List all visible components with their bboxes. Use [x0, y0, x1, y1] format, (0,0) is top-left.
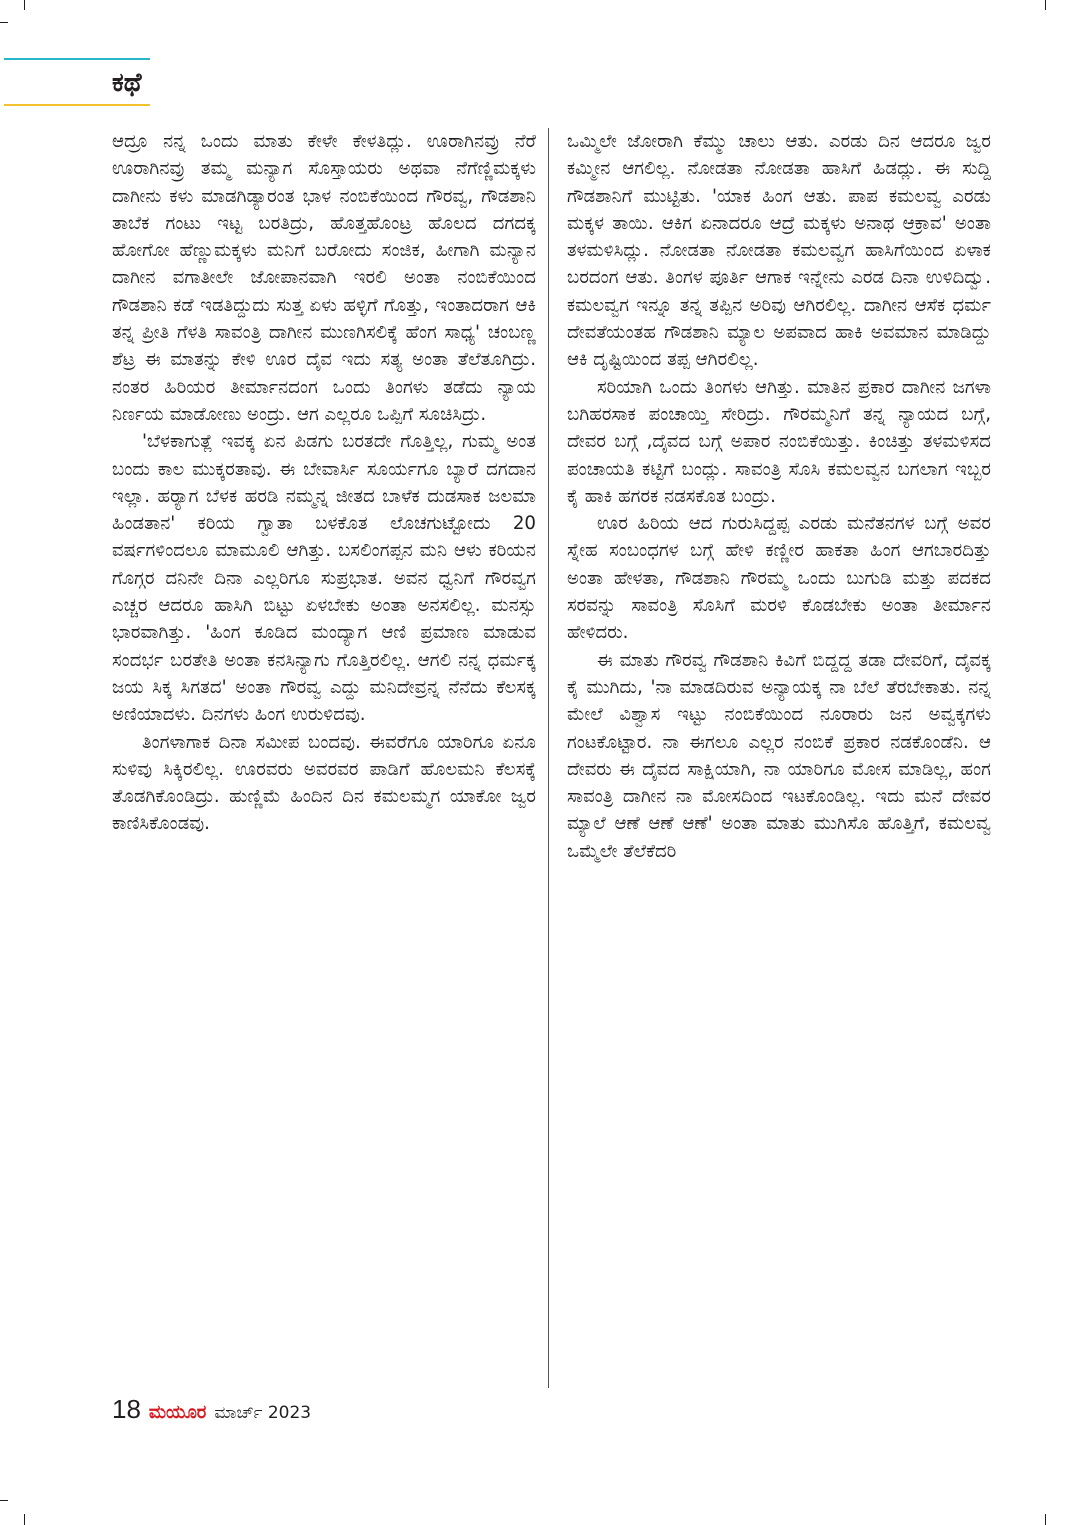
crop-mark: [24, 1514, 25, 1525]
crop-mark: [0, 22, 8, 23]
article-paragraph: 'ಬೆಳಕಾಗುತ್ಲೆ ಇವಕ್ಕ ಏನ ಪಿಡಗು ಬರತದೇ ಗೊತ್ತಿಲ್ಲ, ಗುಮ್ಮ ಅಂತ ಬಂದು ಕಾಲ ಮುಕ್ಕರತಾವು. ಈ ಬೇವಾರ್ಸಿ ಸೂರ್ಯಗೂ ಬ್ಯಾರೆ ದಗದಾನ ಇಲ್ಲಾ. ಹರ್‍ಯಾಗ ಬೆಳಕ ಹರಡಿ ನಮ್ಮನ್ನ ಜೀತದ ಬಾಳೆಕ ದುಡಸಾಕ ಜಲಮಾ ಹಿಂಡತಾನ' ಕರಿಯ ಗ್ವಾತಾ ಬಳಕೊತ ಲೊಚಗುಟ್ಟೋದು 20 ವರ್ಷಗಳಿಂದಲೂ ಮಾಮೂಲಿ ಆಗಿತ್ತು. ಬಸಲಿಂಗಪ್ಪನ ಮನಿ ಆಳು ಕರಿಯನ ಗೊಗ್ಗರ ದನಿನೇ ದಿನಾ ಎಲ್ಲರಿಗೂ ಸುಪ್ರಭಾತ. ಅವನ ಧ್ವನಿಗೆ ಗೌರವ್ವಗ ಎಚ್ಚರ ಆದರೂ ಹಾಸಿಗಿ ಬಿಟ್ಟು ಏಳಬೇಕು ಅಂತಾ ಅನಸಲಿಲ್ಲ. ಮನಸ್ಸು ಭಾರವಾಗಿತ್ತು. 'ಹಿಂಗ ಕೂಡಿದ ಮಂದ್ಯಾಗ ಆಣಿ ಪ್ರಮಾಣ ಮಾಡುವ ಸಂದರ್ಭ ಬರತೇತಿ ಅಂತಾ ಕನಸಿನ್ಯಾಗು ಗೊತ್ತಿರಲಿಲ್ಲ. ಆಗಲಿ ನನ್ನ ಧರ್ಮಕ್ಕ ಜಯ ಸಿಕ್ಕ ಸಿಗತದ' ಅಂತಾ ಗೌರವ್ವ ಎದ್ದು ಮನಿದೇವ್ರನ್ನ ನೆನೆದು ಕೆಲಸಕ್ಕ ಅಣಿಯಾದಳು. ದಿನಗಳು ಹಿಂಗ ಉರುಳಿದವು.: [112, 431, 536, 726]
issue-date: ಮಾರ್ಚ್ 2023: [214, 1403, 312, 1423]
article-column-left: [112, 128, 536, 838]
article-paragraph: ಈ ಮಾತು ಗೌರವ್ವ ಗೌಡಶಾನಿ ಕಿವಿಗೆ ಬಿದ್ದದ್ದ ತಡಾ ದೇವರಿಗೆ, ದೈವಕ್ಕ ಕೈ ಮುಗಿದು, 'ನಾ ಮಾಡದಿರುವ ಅನ್ಯಾಯಕ್ಕ ನಾ ಬೆಲೆ ತೆರಬೇಕಾತು. ನನ್ನ ಮೇಲೆ ವಿಶ್ವಾಸ ಇಟ್ಟು ನಂಬಿಕೆಯಿಂದ ನೂರಾರು ಜನ ಅವ್ವಕ್ಕಗಳು ಗಂಟಕೊಟ್ಟಾರ. ನಾ ಈಗಲೂ ಎಲ್ಲರ ನಂಬಿಕೆ ಪ್ರಕಾರ ನಡಕೊಂಡೆನಿ. ಆ ದೇವರು ಈ ದೈವದ ಸಾಕ್ಷಿಯಾಗಿ, ನಾ ಯಾರಿಗೂ ಮೋಸ ಮಾಡಿಲ್ಲ, ಹಂಗ ಸಾವಂತ್ರಿ ದಾಗೀನ ನಾ ಮೋಸದಿಂದ ಇಟಕೊಂಡಿಲ್ಲ. ಇದು ಮನೆ ದೇವರ ಮ್ಯಾಲೆ ಆಣೆ ಆಣೆ ಆಣೆ' ಅಂತಾ ಮಾತು ಮುಗಿಸೊ ಹೊತ್ತಿಗೆ, ಕಮಲವ್ವ ಒಮ್ಮೆಲೇ ತೆಲೆಕೆದರಿ: [567, 649, 991, 862]
crop-mark: [1045, 0, 1046, 10]
crop-mark: [0, 1500, 8, 1501]
article-paragraph: ಆದ್ರೂ ನನ್ನ ಒಂದು ಮಾತು ಕೇಳೇ ಕೇಳತಿದ್ಲು. ಊರಾಗಿನವ್ರು ನೆರೆ ಊರಾಗಿನವ್ರು ತಮ್ಮ ಮನ್ಯಾಗ ಸೊಸ್ತಾಯರು ಅಥವಾ ನೆಗೆಣ್ಣಿಮಕ್ಕಳು ದಾಗೀನು ಕಳು ಮಾಡಗಿಡ್ಯಾರಂತ ಭಾಳ ನಂಬಿಕೆಯಿಂದ ಗೌರವ್ವ, ಗೌಡಶಾನಿ ತಾಬೆಕ ಗಂಟು ಇಟ್ಟ ಬರತಿದ್ರು, ಹೊತ್ತಹೊಂಟ್ರ ಹೊಲದ ದಗದಕ್ಕ ಹೋಗೋ ಹೆಣ್ಣುಮಕ್ಕಳು ಮನಿಗೆ ಬರೋದು ಸಂಜಿಕ, ಹೀಗಾಗಿ ಮನ್ಯಾನ ದಾಗೀನ ವಗಾತೀಲೇ ಜೋಪಾನವಾಗಿ ಇರಲಿ ಅಂತಾ ನಂಬಿಕೆಯಿಂದ ಗೌಡಶಾನಿ ಕಡೆ ಇಡತಿದ್ದುದು ಸುತ್ತ ಏಳು ಹಳ್ಳಿಗೆ ಗೊತ್ತು, ಇಂತಾದರಾಗ ಆಕಿ ತನ್ನ ಪ್ರೀತಿ ಗೆಳತಿ ಸಾವಂತ್ರಿ ದಾಗೀನ ಮುಣಗಿಸಲಿಕ್ಕೆ ಹೆಂಗ ಸಾಧ್ಯ' ಚಂಬಣ್ಣ ಶೆಟ್ರ ಈ ಮಾತನ್ನು ಕೇಳಿ ಊರ ದೈವ ಇದು ಸತ್ಯ ಅಂತಾ ತೆಲೆತೂಗಿದ್ರು. ನಂತರ ಹಿರಿಯರ ತೀರ್ಮಾನದಂಗ ಒಂದು ತಿಂಗಳು ತಡೆದು ನ್ಯಾಯ ನಿರ್ಣಯ ಮಾಡೋಣು ಅಂದ್ರು. ಆಗ ಎಲ್ಲರೂ ಒಪ್ಪಿಗೆ ಸೂಚಿಸಿದ್ರು.: [112, 131, 536, 425]
crop-mark: [24, 0, 25, 10]
page-number: 18: [112, 1394, 141, 1424]
article-column-right: [567, 128, 991, 865]
article-paragraph: ತಿಂಗಳಾಗಾಕ ದಿನಾ ಸಮೀಪ ಬಂದವು. ಈವರೆಗೂ ಯಾರಿಗೂ ಏನೂ ಸುಳಿವು ಸಿಕ್ಕಿರಲಿಲ್ಲ. ಊರವರು ಅವರವರ ಪಾಡಿಗೆ ಹೊಲಮನಿ ಕೆಲಸಕ್ಕೆ ತೊಡಗಿಕೊಂಡಿದ್ರು. ಹುಣ್ಣಿಮೆ ಹಿಂದಿನ ದಿನ ಕಮಲಮ್ಮಗ ಯಾಕೋ ಜ್ವರ ಕಾಣಿಸಿಕೊಂಡವು.: [112, 731, 536, 835]
page-footer: [112, 1394, 311, 1430]
section-rule-top: [4, 58, 150, 60]
magazine-name: ಮಯೂರ: [148, 1402, 207, 1423]
section-title: ಕಥೆ: [112, 68, 142, 98]
column-divider: [548, 128, 549, 1388]
article-paragraph: ಸರಿಯಾಗಿ ಒಂದು ತಿಂಗಳು ಆಗಿತ್ತು. ಮಾತಿನ ಪ್ರಕಾರ ದಾಗೀನ ಜಗಳಾ ಬಗಿಹರಸಾಕ ಪಂಚಾಯ್ತಿ ಸೇರಿದ್ರು. ಗೌರಮ್ಮನಿಗೆ ತನ್ನ ನ್ಯಾಯದ ಬಗ್ಗೆ, ದೇವರ ಬಗ್ಗೆ ,ದೈವದ ಬಗ್ಗೆ ಅಪಾರ ನಂಬಿಕೆಯಿತ್ತು. ಕಿಂಚಿತ್ತು ತಳಮಳಿಸದ ಪಂಚಾಯತಿ ಕಟ್ಟಿಗೆ ಬಂದ್ಲು. ಸಾವಂತ್ರಿ ಸೊಸಿ ಕಮಲವ್ವನ ಬಗಲಾಗ ಇಬ್ಬರ ಕೈ ಹಾಕಿ ಹಗರಕ ನಡಸಕೊತ ಬಂದ್ರು.: [567, 376, 991, 507]
crop-mark: [1045, 1514, 1046, 1525]
article-paragraph: ಒಮ್ಮಿಲೇ ಜೋರಾಗಿ ಕೆಮ್ಮು ಚಾಲು ಆತು. ಎರಡು ದಿನ ಆದರೂ ಜ್ವರ ಕಮ್ಮೀನ ಆಗಲಿಲ್ಲ. ನೋಡತಾ ನೋಡತಾ ಹಾಸಿಗೆ ಹಿಡದ್ಲು. ಈ ಸುದ್ದಿ ಗೌಡಶಾನಿಗೆ ಮುಟ್ಟಿತು. 'ಯಾಕ ಹಿಂಗ ಆತು. ಪಾಪ ಕಮಲವ್ವ ಎರಡು ಮಕ್ಕಳ ತಾಯಿ. ಆಕಿಗ ಏನಾದರೂ ಆದ್ರೆ ಮಕ್ಕಳು ಅನಾಥ ಆಕ್ರಾವ' ಅಂತಾ ತಳಮಳಿಸಿದ್ಲು. ನೋಡತಾ ನೋಡತಾ ಕಮಲವ್ವಗ ಹಾಸಿಗೆಯಿಂದ ಏಳಾಕ ಬರದಂಗ ಆತು. ತಿಂಗಳ ಪೂರ್ತಿ ಆಗಾಕ ಇನ್ನೇನು ಎರಡ ದಿನಾ ಉಳಿದಿದ್ವು. ಕಮಲವ್ವಗ ಇನ್ನೂ ತನ್ನ ತಪ್ಪಿನ ಅರಿವು ಆಗಿರಲಿಲ್ಲ. ದಾಗೀನ ಆಸೆಕ ಧರ್ಮ ದೇವತೆಯಂತಹ ಗೌಡಶಾನಿ ಮ್ಯಾಲ ಅಪವಾದ ಹಾಕಿ ಅವಮಾನ ಮಾಡಿದ್ದು ಆಕಿ ದೃಷ್ಟಿಯಿಂದ ತಪ್ಪ ಆಗಿರಲಿಲ್ಲ.: [567, 131, 991, 371]
section-rule-bottom: [4, 104, 150, 106]
article-paragraph: ಊರ ಹಿರಿಯ ಆದ ಗುರುಸಿದ್ದಪ್ಪ ಎರಡು ಮನೆತನಗಳ ಬಗ್ಗೆ ಅವರ ಸ್ನೇಹ ಸಂಬಂಧಗಳ ಬಗ್ಗೆ ಹೇಳಿ ಕಣ್ಣೀರ ಹಾಕತಾ ಹಿಂಗ ಆಗಬಾರದಿತ್ತು ಅಂತಾ ಹೇಳತಾ, ಗೌಡಶಾನಿ ಗೌರಮ್ಮ ಒಂದು ಬುಗುಡಿ ಮತ್ತು ಪದಕದ ಸರವನ್ನು ಸಾವಂತ್ರಿ ಸೊಸಿಗೆ ಮರಳಿ ಕೊಡಬೇಕು ಅಂತಾ ತೀರ್ಮಾನ ಹೇಳಿದರು.: [567, 513, 991, 644]
